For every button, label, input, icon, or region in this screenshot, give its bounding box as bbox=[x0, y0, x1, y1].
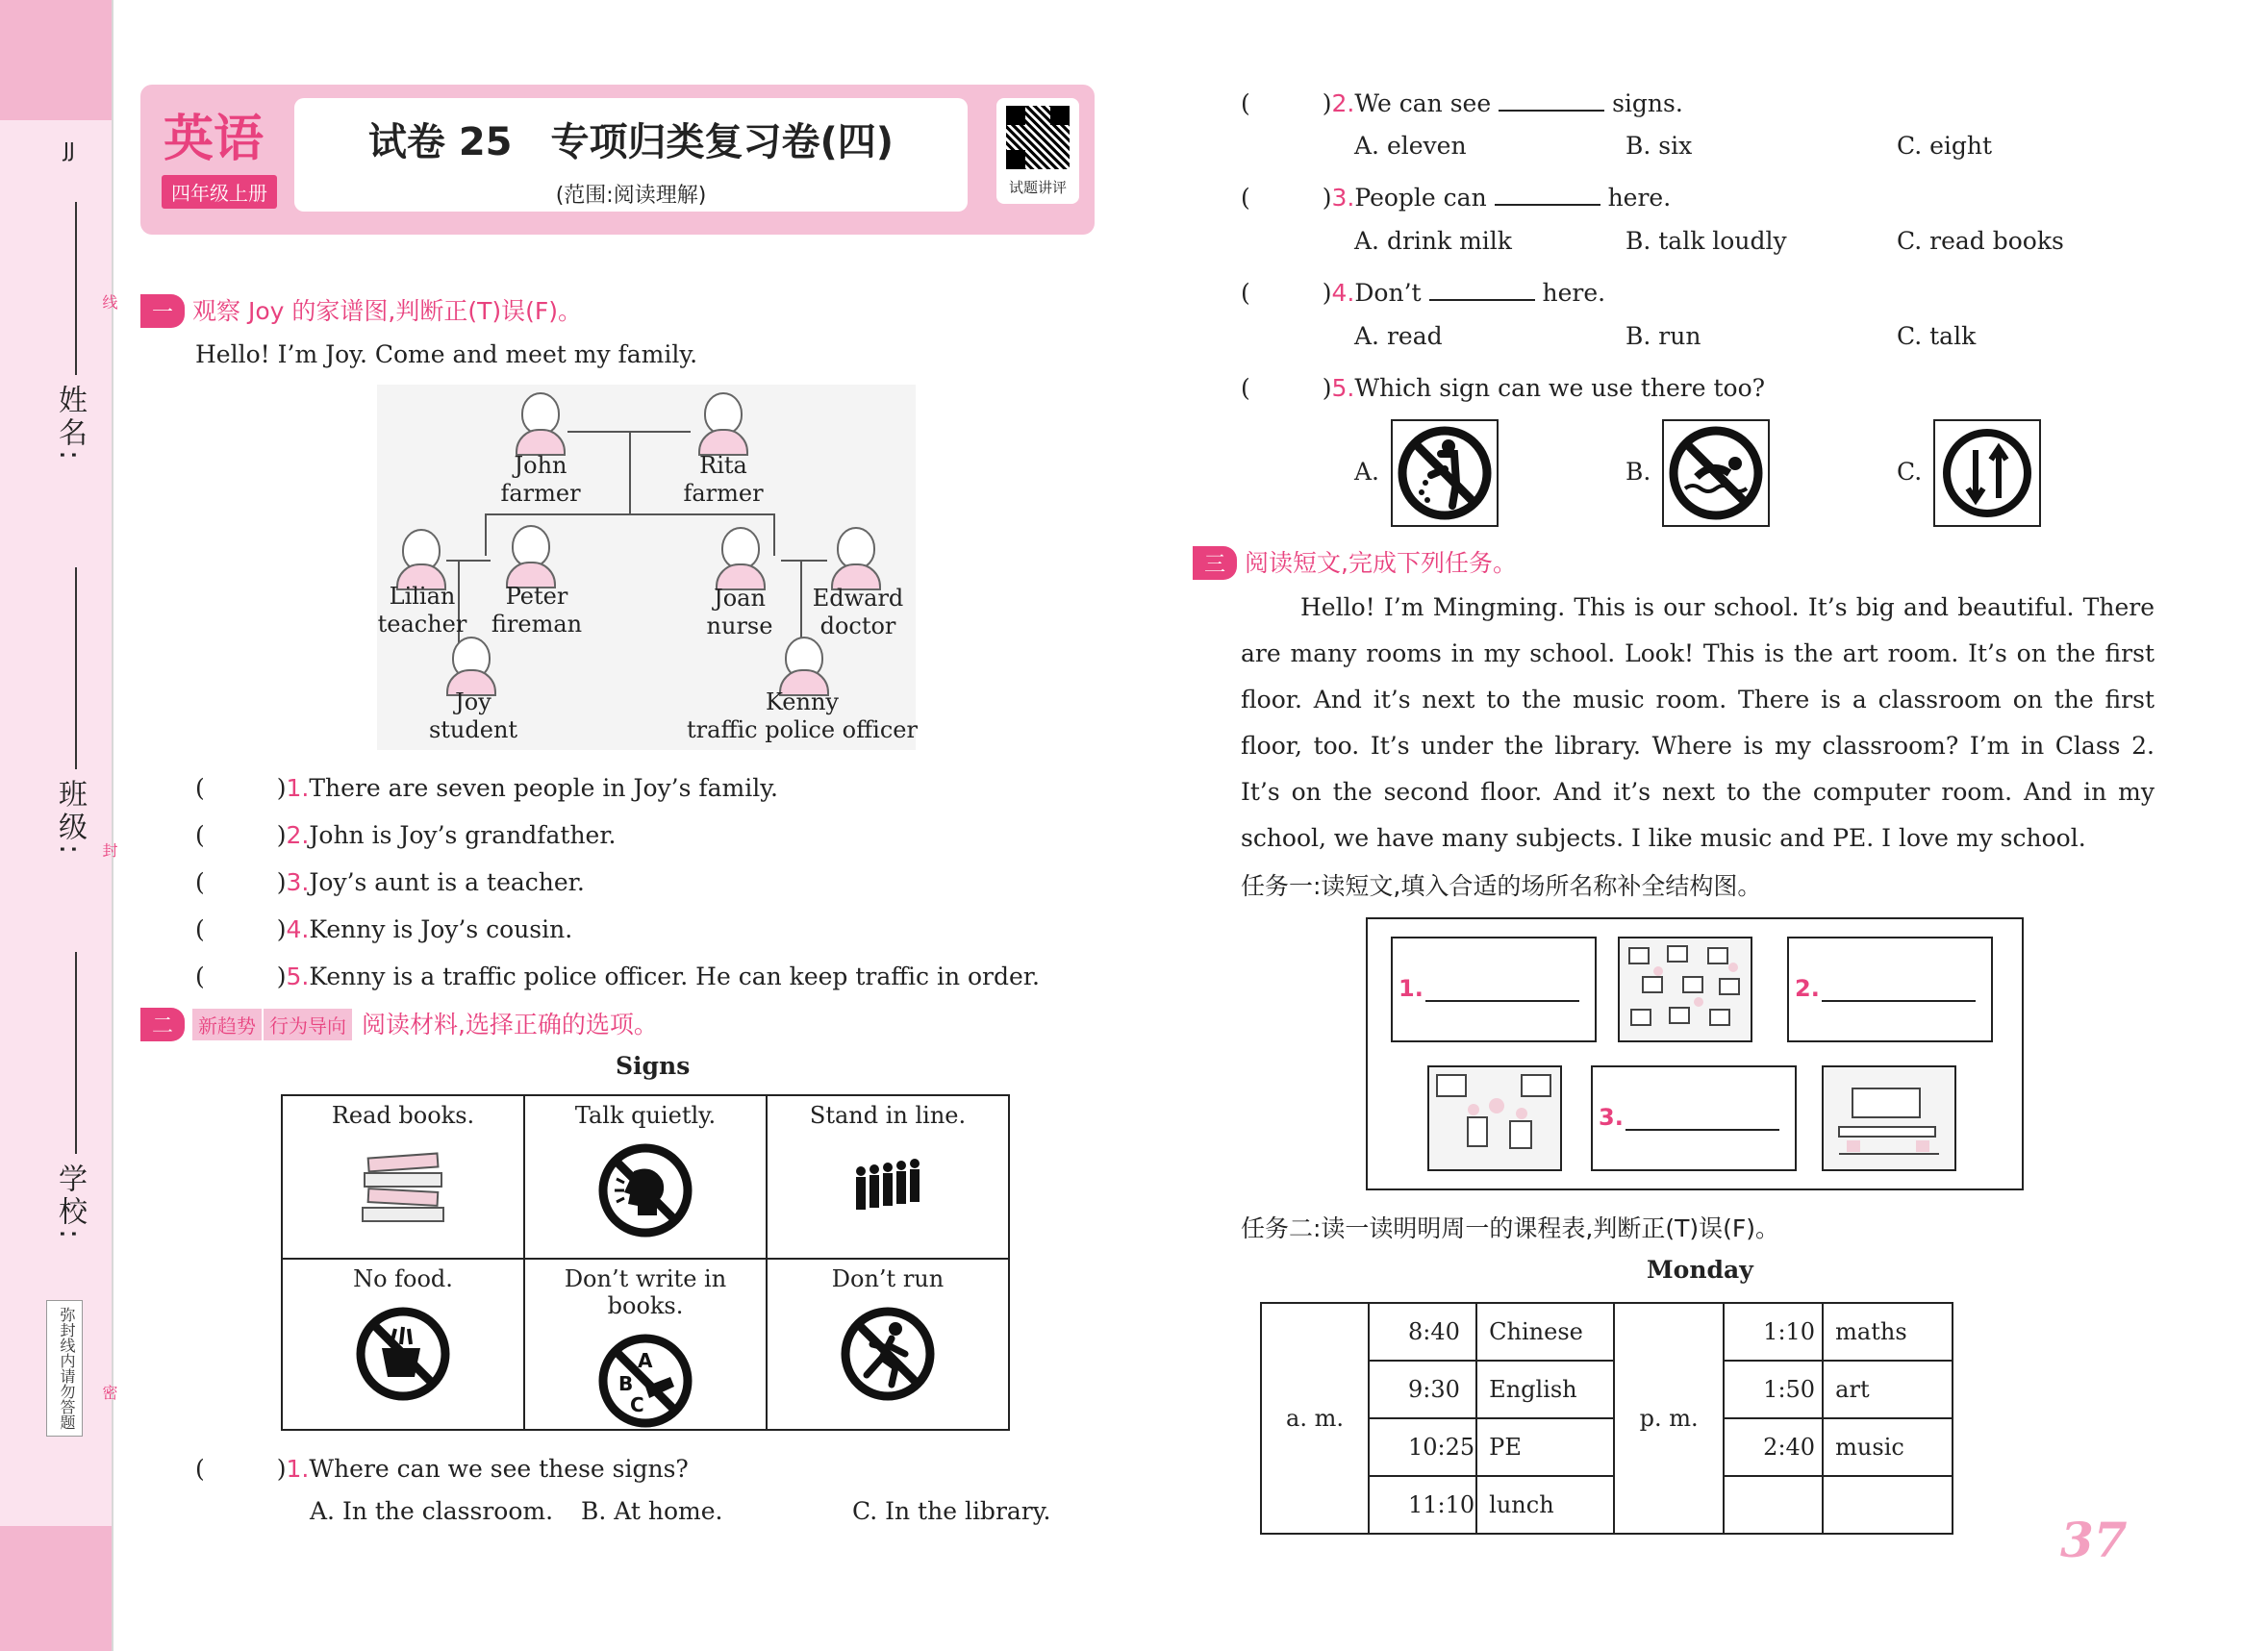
person-edward bbox=[800, 585, 916, 640]
no-running-icon bbox=[840, 1306, 936, 1402]
blank-number: 3. bbox=[1599, 1104, 1624, 1131]
blank-box-1[interactable] bbox=[1391, 937, 1597, 1042]
question-number: 5. bbox=[1331, 374, 1355, 402]
person-name: Rita bbox=[699, 452, 747, 479]
sign-label: Don’t write in books. bbox=[564, 1265, 727, 1319]
tree-line bbox=[629, 431, 631, 513]
schedule-time: 1:50 bbox=[1724, 1361, 1823, 1418]
person-job: teacher bbox=[377, 611, 467, 638]
answer-line[interactable] bbox=[1425, 1000, 1579, 1002]
schedule-subject: art bbox=[1823, 1361, 1953, 1418]
question-row[interactable]: ( )4.Don’t here. bbox=[1241, 279, 1606, 307]
question-row[interactable]: ( )3.People can here. bbox=[1241, 184, 1672, 212]
trend-tag: 新趋势 bbox=[192, 1009, 262, 1040]
person-job: nurse bbox=[706, 613, 773, 639]
reading-passage: Hello! I’m Mingming. This is our school. It’s big and beautiful. There are many rooms in my school. Look! This is the art room. It’s on the first floor. And it’s next to the music room. There is a classroom on the first floor, too. It’s under the library. Where is my classroom? I’m in Class 2. It’s on the second floor. And it’s next to the computer room. And in my school, we have many subjects. I like music and PE. I love my school. bbox=[1241, 593, 2155, 852]
tree-line bbox=[773, 513, 775, 556]
person-kenny bbox=[687, 688, 918, 744]
answer-blank[interactable] bbox=[1429, 280, 1535, 301]
paper-title: 试卷 25 专项归类复习卷(四) bbox=[367, 120, 895, 164]
family-tree bbox=[377, 385, 916, 750]
section3-heading bbox=[1193, 544, 1517, 580]
sign-cell bbox=[524, 1259, 767, 1430]
question-text: Kenny is a traffic police officer. He can keep traffic in order. bbox=[309, 963, 1040, 990]
cut-mark: 密 bbox=[100, 1385, 118, 1400]
option-b[interactable]: B. At home. bbox=[581, 1497, 723, 1525]
person-name: Kenny bbox=[766, 688, 839, 715]
question-text: Kenny is Joy’s cousin. bbox=[309, 915, 573, 943]
name-field[interactable] bbox=[75, 202, 77, 375]
queue-icon bbox=[840, 1142, 936, 1235]
schedule-time: 8:40 bbox=[1369, 1303, 1476, 1361]
section1-heading bbox=[140, 292, 582, 328]
person-joan bbox=[687, 585, 793, 640]
sign-option-c[interactable] bbox=[1933, 419, 2041, 527]
am-label: a. m. bbox=[1261, 1303, 1369, 1534]
svg-text:B: B bbox=[618, 1372, 634, 1395]
task1-instruction: 任务一:读短文,填入合适的场所名称补全结构图。 bbox=[1241, 872, 1762, 900]
question-text: People can bbox=[1354, 184, 1487, 212]
qr-code-icon[interactable] bbox=[1006, 106, 1070, 169]
question-text: Don’t bbox=[1354, 279, 1422, 307]
sign-label: No food. bbox=[353, 1265, 453, 1292]
option-a[interactable]: A. drink milk bbox=[1354, 227, 1512, 255]
schedule-table bbox=[1260, 1302, 1953, 1535]
section2-heading-text: 阅读材料,选择正确的选项。 bbox=[361, 1011, 658, 1038]
two-way-arrows-icon bbox=[1935, 421, 2039, 525]
question-number: 5. bbox=[286, 963, 310, 990]
books-icon bbox=[355, 1142, 451, 1235]
question-row[interactable]: ( )1.There are seven people in Joy’s family. bbox=[195, 774, 778, 802]
option-c[interactable]: C. In the library. bbox=[852, 1497, 1051, 1525]
question-number: 4. bbox=[1331, 279, 1355, 307]
person-job: doctor bbox=[819, 613, 896, 639]
no-food-icon bbox=[355, 1306, 451, 1402]
option-a[interactable]: A. In the classroom. bbox=[310, 1497, 554, 1525]
task2-instruction: 任务二:读一读明明周一的课程表,判断正(T)误(F)。 bbox=[1241, 1214, 1780, 1242]
name-label: 姓名: bbox=[53, 385, 87, 464]
person-job: farmer bbox=[683, 480, 764, 507]
section3-number: 三 bbox=[1193, 546, 1237, 580]
schedule-time bbox=[1724, 1476, 1823, 1534]
schedule-time: 11:10 bbox=[1369, 1476, 1476, 1534]
binding-margin bbox=[0, 0, 118, 1651]
no-littering-icon bbox=[1393, 421, 1497, 525]
section1-heading-text: 观察 Joy 的家谱图,判断正(T)误(F)。 bbox=[192, 297, 582, 325]
question-number: 3. bbox=[286, 868, 310, 896]
question-row[interactable]: ( )3.Joy’s aunt is a teacher. bbox=[195, 868, 585, 896]
schedule-subject bbox=[1823, 1476, 1953, 1534]
blank-number: 2. bbox=[1795, 975, 1820, 1002]
cut-mark: 线 bbox=[100, 294, 118, 310]
no-writing-icon bbox=[597, 1333, 693, 1429]
blank-box-2[interactable] bbox=[1787, 937, 1993, 1042]
svg-text:A: A bbox=[638, 1349, 653, 1372]
person-peter bbox=[479, 583, 594, 638]
option-a[interactable]: A. bbox=[1354, 458, 1380, 486]
section3-heading-text: 阅读短文,完成下列任务。 bbox=[1245, 549, 1517, 577]
answer-line[interactable] bbox=[1822, 1000, 1976, 1002]
tree-line bbox=[781, 560, 827, 562]
school-label: 学校: bbox=[53, 1163, 87, 1243]
svg-text:C: C bbox=[630, 1393, 644, 1416]
option-c[interactable]: C. bbox=[1897, 458, 1923, 486]
option-b[interactable]: B. bbox=[1625, 458, 1651, 486]
blank-number: 1. bbox=[1399, 975, 1424, 1002]
question-number: 3. bbox=[1331, 184, 1355, 212]
margin-divider bbox=[112, 0, 113, 1651]
sign-cell bbox=[282, 1259, 524, 1430]
person-lilian bbox=[369, 583, 475, 638]
edition-code: JJ bbox=[63, 138, 75, 162]
class-label: 班级: bbox=[53, 779, 87, 859]
question-row[interactable]: ( )5.Kenny is a traffic police officer. He can keep traffic in order. bbox=[195, 963, 1040, 990]
no-swimming-icon bbox=[1664, 421, 1768, 525]
question-number: 2. bbox=[1331, 89, 1355, 117]
sign-cell bbox=[767, 1095, 1009, 1259]
person-john bbox=[483, 452, 598, 508]
answer-line[interactable] bbox=[1625, 1129, 1779, 1131]
page-number: 37 bbox=[2060, 1512, 2128, 1568]
question-row[interactable]: ( )2.John is Joy’s grandfather. bbox=[195, 821, 617, 849]
schedule-time: 1:10 bbox=[1724, 1303, 1823, 1361]
sign-label: Don’t run bbox=[831, 1265, 945, 1292]
art-room-picture bbox=[1427, 1065, 1562, 1171]
question-number: 1. bbox=[286, 774, 310, 802]
title-box bbox=[294, 98, 968, 212]
section2-heading bbox=[140, 1006, 658, 1041]
qr-label: 试题讲评 bbox=[1008, 179, 1067, 196]
structure-diagram bbox=[1366, 917, 2024, 1190]
question-number: 2. bbox=[286, 821, 310, 849]
option-c[interactable]: C. talk bbox=[1897, 322, 1977, 350]
section1-intro: Hello! I’m Joy. Come and meet my family. bbox=[195, 340, 698, 368]
question-text: We can see bbox=[1354, 89, 1492, 117]
margin-bottom-band bbox=[0, 1526, 112, 1651]
option-b[interactable]: B. talk loudly bbox=[1625, 227, 1787, 255]
schedule-time: 2:40 bbox=[1724, 1418, 1823, 1476]
schedule-subject: lunch bbox=[1476, 1476, 1614, 1534]
pm-label: p. m. bbox=[1614, 1303, 1724, 1534]
question-text: Joy’s aunt is a teacher. bbox=[309, 868, 585, 896]
person-name: Peter bbox=[505, 583, 568, 610]
person-name: Edward bbox=[812, 585, 904, 612]
sign-label: Talk quietly. bbox=[574, 1102, 717, 1129]
signs-table bbox=[281, 1094, 1010, 1431]
option-a[interactable]: A. read bbox=[1354, 322, 1443, 350]
tree-line bbox=[446, 560, 491, 562]
person-joy bbox=[416, 688, 531, 744]
sign-label: Stand in line. bbox=[809, 1102, 967, 1129]
question-text: here. bbox=[1607, 184, 1672, 212]
question-number: 1. bbox=[286, 1455, 310, 1483]
option-a[interactable]: A. eleven bbox=[1354, 132, 1467, 160]
question-text: John is Joy’s grandfather. bbox=[309, 821, 617, 849]
person-name: Joy bbox=[455, 688, 491, 715]
schedule-subject: Chinese bbox=[1476, 1303, 1614, 1361]
question-text: here. bbox=[1542, 279, 1606, 307]
option-b[interactable]: B. run bbox=[1625, 322, 1701, 350]
answer-blank[interactable] bbox=[1495, 185, 1600, 206]
question-text: signs. bbox=[1612, 89, 1683, 117]
person-job: traffic police officer bbox=[687, 716, 918, 743]
sign-cell bbox=[524, 1095, 767, 1259]
option-b[interactable]: B. six bbox=[1625, 132, 1693, 160]
section2-number: 二 bbox=[140, 1008, 185, 1041]
blank-box-3[interactable] bbox=[1591, 1065, 1797, 1171]
subject-title: 英语 bbox=[164, 111, 265, 168]
schedule-subject: music bbox=[1823, 1418, 1953, 1476]
qr-box[interactable] bbox=[996, 98, 1079, 204]
no-talking-icon bbox=[597, 1142, 693, 1238]
schedule-time: 10:25 bbox=[1369, 1418, 1476, 1476]
tree-line bbox=[485, 513, 773, 515]
cut-mark: 封 bbox=[100, 842, 118, 858]
question-text: There are seven people in Joy’s family. bbox=[309, 774, 778, 802]
question-row[interactable]: ( )5.Which sign can we use there too? bbox=[1241, 374, 1766, 402]
person-name: Joan bbox=[714, 585, 766, 612]
header-banner bbox=[140, 85, 1095, 235]
question-number: 4. bbox=[286, 915, 310, 943]
schedule-subject: maths bbox=[1823, 1303, 1953, 1361]
question-text: Which sign can we use there too? bbox=[1354, 374, 1766, 402]
signs-title: Signs bbox=[616, 1052, 691, 1080]
margin-top-band bbox=[0, 0, 112, 120]
sign-option-b[interactable] bbox=[1662, 419, 1770, 527]
paper-scope: (范围:阅读理解) bbox=[555, 184, 707, 208]
behavior-tag: 行为导向 bbox=[264, 1009, 352, 1040]
person-name: John bbox=[514, 452, 567, 479]
person-job: student bbox=[428, 716, 518, 743]
person-rita bbox=[666, 452, 781, 508]
person-job: farmer bbox=[500, 480, 581, 507]
option-c[interactable]: C. read books bbox=[1897, 227, 2064, 255]
class-field[interactable] bbox=[75, 567, 77, 769]
section1-number: 一 bbox=[140, 294, 185, 328]
grade-badge: 四年级上册 bbox=[162, 175, 277, 209]
sign-cell bbox=[767, 1259, 1009, 1430]
question-row[interactable]: ( )2.We can see signs. bbox=[1241, 89, 1683, 117]
sign-label: Read books. bbox=[331, 1102, 475, 1129]
answer-blank[interactable] bbox=[1499, 90, 1604, 112]
question-text: Where can we see these signs? bbox=[309, 1455, 689, 1483]
person-job: fireman bbox=[491, 611, 583, 638]
music-room-picture bbox=[1822, 1065, 1956, 1171]
schedule-subject: PE bbox=[1476, 1418, 1614, 1476]
schedule-time: 9:30 bbox=[1369, 1361, 1476, 1418]
question-row[interactable]: ( )4.Kenny is Joy’s cousin. bbox=[195, 915, 573, 943]
person-name: Lilian bbox=[389, 583, 456, 610]
computer-room-picture bbox=[1618, 937, 1752, 1042]
school-field[interactable] bbox=[75, 952, 77, 1154]
option-c[interactable]: C. eight bbox=[1897, 132, 1993, 160]
sign-option-a[interactable] bbox=[1391, 419, 1499, 527]
schedule-subject: English bbox=[1476, 1361, 1614, 1418]
tree-line bbox=[485, 513, 487, 556]
no-answer-tip: 弥封线内请勿答题 bbox=[46, 1300, 83, 1437]
schedule-title: Monday bbox=[1647, 1256, 1753, 1284]
sign-cell bbox=[282, 1095, 524, 1259]
question-row[interactable]: ( )1.Where can we see these signs? bbox=[195, 1455, 689, 1483]
